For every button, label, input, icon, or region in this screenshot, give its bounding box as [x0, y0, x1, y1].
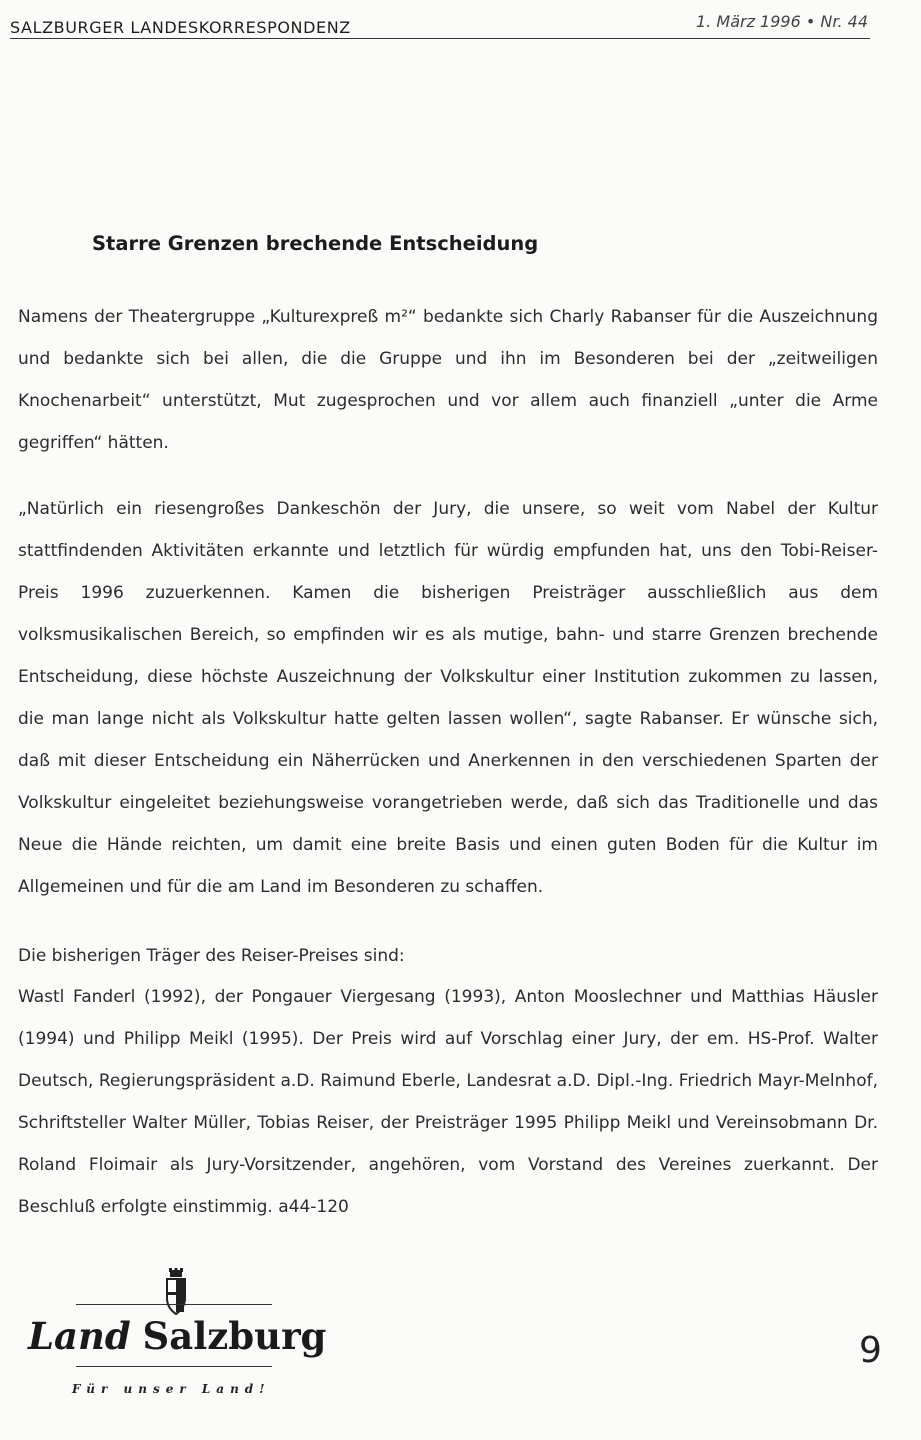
logo-rule-bottom [76, 1366, 272, 1367]
logo-word-salzburg: Salzburg [142, 1314, 327, 1358]
prize-winners-intro: Die bisherigen Träger des Reiser-Preises sind: [18, 946, 405, 966]
article-paragraph-3 [18, 936, 878, 1228]
land-salzburg-logo [28, 1268, 328, 1408]
logo-word-land: Land [28, 1314, 131, 1358]
prize-winners-text: Wastl Fanderl (1992), der Pongauer Viergesang (1993), Anton Mooslechner und Matthias Häusler (1994) und Philipp Meikl (1995). Der Preis wird auf Vorschlag einer Jury, der em. HS-Prof. Walter Deutsch, Regierungspräsident a.D. Raimund Eberle, Landesrat a.D. Dipl.-Ing. Friedrich Mayr-Melnhof, Schriftsteller Walter Müller, Tobias Reiser, der Preisträger 1995 Philipp Meikl und Vereinsobmann Dr. Roland Floimair als Jury-Vorsitzender, angehören, vom Vorstand des Vereines zuerkannt. Der Beschluß erfolgte einstimmig. a44-120 [18, 987, 878, 1217]
page-number: 9 [859, 1330, 882, 1371]
article-paragraph-2: „Natürlich ein riesengroßes Dankeschön der Jury, die unsere, so weit vom Nabel der Kultur stattfindenden Aktivitäten erkannte und letztlich für würdig empfunden hat, uns den Tobi-Reiser-Preis 1996 zuzuerkennen. Kamen die bisherigen Preisträger ausschließlich aus dem volksmusikalischen Bereich, so empfinden wir es als mutige, bahn- und starre Grenzen brechende Entscheidung, diese höchste Auszeichnung der Volkskultur einer Institution zukommen zu lassen, die man lange nicht als Volkskultur hatte gelten lassen wollen“, sagte Rabanser. Er wünsche sich, daß mit dieser Entscheidung ein Näherrücken und Anerkennen in den verschiedenen Sparten der Volkskultur eingeleitet beziehungsweise vorangetrieben werde, daß sich das Traditionelle und das Neue die Hände reichten, um damit eine breite Basis und einen guten Boden für die Kultur im Allgemeinen und für die am Land im Besonderen zu schaffen. [18, 499, 878, 897]
page-header [10, 12, 870, 39]
article-paragraph-1: Namens der Theatergruppe „Kulturexpreß m²“ bedankte sich Charly Rabanser für die Auszeichnung und bedankte sich bei allen, die die Gruppe und ihn im Besonderen bei der „zeitweiligen Knochenarbeit“ unterstützt, Mut zugesprochen und vor allem auch finanziell „unter die Arme gegriffen“ hätten. [18, 307, 878, 453]
coat-of-arms-icon [161, 1268, 191, 1316]
logo-tagline: Für unser Land! [72, 1382, 271, 1396]
issue-date: 1. März 1996 • Nr. 44 [696, 12, 868, 31]
logo-rule-top [76, 1304, 272, 1305]
logo-wordmark [28, 1314, 326, 1358]
publication-name: SALZBURGER LANDESKORRESPONDENZ [10, 18, 351, 37]
article-title: Starre Grenzen brechende Entscheidung [92, 232, 539, 255]
